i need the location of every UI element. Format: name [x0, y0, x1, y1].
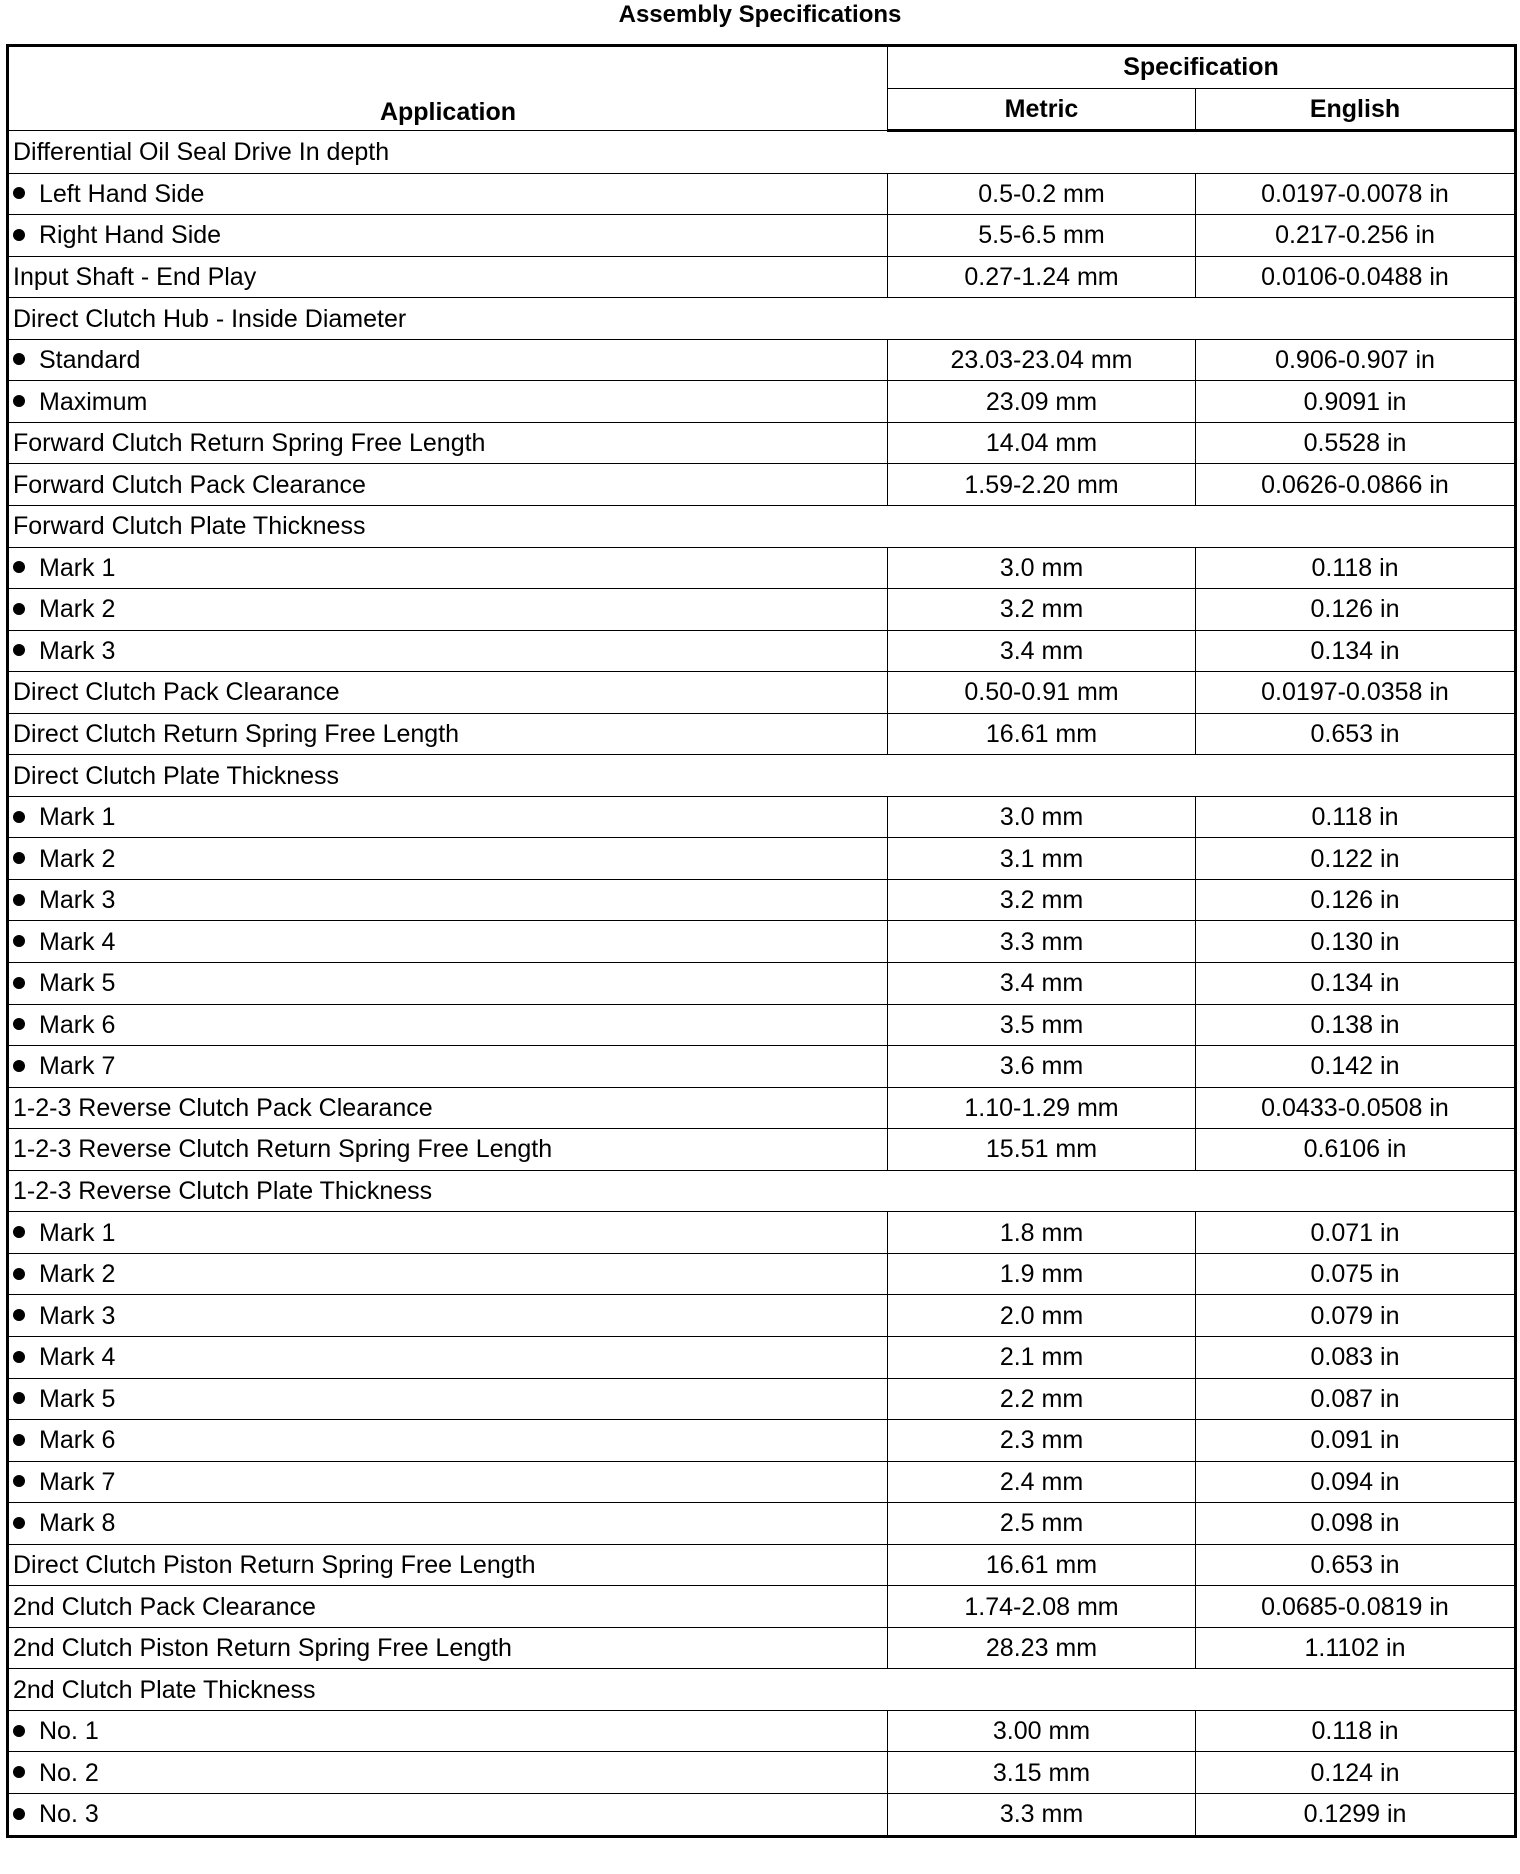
metric-value: 3.6 mm	[888, 1046, 1196, 1088]
application-cell	[8, 921, 888, 963]
bullet-icon	[13, 229, 25, 241]
table-header	[8, 46, 1516, 131]
application-label: Mark 5	[39, 1384, 116, 1413]
application-cell	[8, 589, 888, 631]
header-specification: Specification	[888, 46, 1516, 89]
application-cell	[8, 173, 888, 215]
application-label: Mark 1	[39, 803, 116, 832]
application-label: 2nd Clutch Plate Thickness	[13, 1675, 316, 1704]
metric-value: 3.0 mm	[888, 796, 1196, 838]
metric-value: 3.15 mm	[888, 1752, 1196, 1794]
application-label: No. 1	[39, 1717, 99, 1746]
application-cell	[8, 1129, 888, 1171]
english-value: 0.126 in	[1196, 879, 1516, 921]
application-cell	[8, 1752, 888, 1794]
bullet-icon	[13, 1475, 25, 1487]
english-value: 0.0106-0.0488 in	[1196, 256, 1516, 298]
table-row	[8, 381, 1516, 423]
bullet-icon	[13, 977, 25, 989]
bullet-icon	[13, 644, 25, 656]
english-value: 0.0626-0.0866 in	[1196, 464, 1516, 506]
metric-value: 23.03-23.04 mm	[888, 339, 1196, 381]
application-cell	[8, 1378, 888, 1420]
assembly-specifications-table	[6, 44, 1517, 1838]
application-label: Mark 1	[39, 553, 116, 582]
application-cell	[8, 879, 888, 921]
application-cell	[8, 1046, 888, 1088]
english-value: 0.142 in	[1196, 1046, 1516, 1088]
application-label: Mark 2	[39, 844, 116, 873]
application-cell	[8, 464, 888, 506]
table-row	[8, 1710, 1516, 1752]
application-cell	[8, 422, 888, 464]
application-cell	[8, 1295, 888, 1337]
application-label: Forward Clutch Pack Clearance	[13, 470, 366, 499]
application-cell	[8, 298, 1516, 340]
metric-value: 2.4 mm	[888, 1461, 1196, 1503]
metric-value: 1.59-2.20 mm	[888, 464, 1196, 506]
metric-value: 3.1 mm	[888, 838, 1196, 880]
application-label: Direct Clutch Piston Return Spring Free Length	[13, 1550, 536, 1579]
table-row	[8, 879, 1516, 921]
table-row	[8, 838, 1516, 880]
bullet-icon	[13, 1434, 25, 1446]
table-row	[8, 630, 1516, 672]
table-row	[8, 1295, 1516, 1337]
application-label: Mark 5	[39, 969, 116, 998]
english-value: 0.130 in	[1196, 921, 1516, 963]
table-row	[8, 1336, 1516, 1378]
application-cell	[8, 381, 888, 423]
application-label: 1-2-3 Reverse Clutch Pack Clearance	[13, 1093, 433, 1122]
table-row	[8, 1420, 1516, 1462]
document-title: Assembly Specifications	[618, 1, 902, 28]
table-row	[8, 1461, 1516, 1503]
application-label: Mark 2	[39, 595, 116, 624]
application-cell	[8, 630, 888, 672]
english-value: 0.653 in	[1196, 713, 1516, 755]
application-label: Differential Oil Seal Drive In depth	[13, 138, 390, 167]
table-row	[8, 506, 1516, 548]
application-cell	[8, 713, 888, 755]
application-label: Forward Clutch Return Spring Free Length	[13, 429, 486, 458]
metric-value: 16.61 mm	[888, 1544, 1196, 1586]
metric-value: 3.4 mm	[888, 630, 1196, 672]
header-application: Application	[8, 46, 888, 131]
application-cell	[8, 131, 1516, 174]
application-label: Mark 6	[39, 1010, 116, 1039]
bullet-icon	[13, 1351, 25, 1363]
application-label: Right Hand Side	[39, 221, 222, 250]
bullet-icon	[13, 935, 25, 947]
english-value: 0.079 in	[1196, 1295, 1516, 1337]
table-row	[8, 713, 1516, 755]
table-row	[8, 1253, 1516, 1295]
metric-value: 0.50-0.91 mm	[888, 672, 1196, 714]
bullet-icon	[13, 395, 25, 407]
english-value: 0.0685-0.0819 in	[1196, 1586, 1516, 1628]
bullet-icon	[13, 852, 25, 864]
metric-value: 2.5 mm	[888, 1503, 1196, 1545]
application-label: Input Shaft - End Play	[13, 263, 257, 291]
metric-value: 14.04 mm	[888, 422, 1196, 464]
application-label: Mark 3	[39, 636, 116, 665]
application-label: Left Hand Side	[39, 179, 205, 208]
english-value: 0.118 in	[1196, 547, 1516, 589]
application-cell	[8, 963, 888, 1005]
bullet-icon	[13, 894, 25, 906]
metric-value: 3.3 mm	[888, 1793, 1196, 1836]
header-english: English	[1196, 88, 1516, 131]
bullet-icon	[13, 1392, 25, 1404]
application-cell	[8, 1087, 888, 1129]
application-cell	[8, 1004, 888, 1046]
table-row	[8, 422, 1516, 464]
english-value: 1.1102 in	[1196, 1627, 1516, 1669]
english-value: 0.126 in	[1196, 589, 1516, 631]
english-value: 0.087 in	[1196, 1378, 1516, 1420]
application-cell	[8, 1336, 888, 1378]
application-label: Forward Clutch Plate Thickness	[13, 512, 366, 541]
table-body	[8, 131, 1516, 1836]
application-cell	[8, 1170, 1516, 1212]
application-cell	[8, 1669, 1516, 1711]
application-cell	[8, 796, 888, 838]
metric-value: 1.10-1.29 mm	[888, 1087, 1196, 1129]
english-value: 0.653 in	[1196, 1544, 1516, 1586]
table-row	[8, 1004, 1516, 1046]
english-value: 0.075 in	[1196, 1253, 1516, 1295]
metric-value: 3.00 mm	[888, 1710, 1196, 1752]
application-cell	[8, 547, 888, 589]
table-row	[8, 963, 1516, 1005]
table-row	[8, 1170, 1516, 1212]
application-label: 1-2-3 Reverse Clutch Plate Thickness	[13, 1177, 433, 1206]
bullet-icon	[13, 1517, 25, 1529]
bullet-icon	[13, 1309, 25, 1321]
table-row	[8, 173, 1516, 215]
english-value: 0.217-0.256 in	[1196, 215, 1516, 257]
table-row	[8, 921, 1516, 963]
bullet-icon	[13, 1766, 25, 1778]
bullet-icon	[13, 603, 25, 615]
metric-value: 23.09 mm	[888, 381, 1196, 423]
metric-value: 3.5 mm	[888, 1004, 1196, 1046]
metric-value: 0.27-1.24 mm	[888, 256, 1196, 298]
english-value: 0.118 in	[1196, 1710, 1516, 1752]
metric-value: 2.0 mm	[888, 1295, 1196, 1337]
metric-value: 1.74-2.08 mm	[888, 1586, 1196, 1628]
application-cell	[8, 215, 888, 257]
table-row	[8, 1087, 1516, 1129]
english-value: 0.9091 in	[1196, 381, 1516, 423]
english-value: 0.071 in	[1196, 1212, 1516, 1254]
application-label: 1-2-3 Reverse Clutch Return Spring Free Length	[13, 1135, 553, 1164]
english-value: 0.1299 in	[1196, 1793, 1516, 1836]
table-row	[8, 339, 1516, 381]
application-label: Direct Clutch Pack Clearance	[13, 678, 340, 707]
table-row	[8, 796, 1516, 838]
table-row	[8, 1627, 1516, 1669]
metric-value: 28.23 mm	[888, 1627, 1196, 1669]
english-value: 0.5528 in	[1196, 422, 1516, 464]
table-row	[8, 1793, 1516, 1836]
application-cell	[8, 1461, 888, 1503]
english-value: 0.0433-0.0508 in	[1196, 1087, 1516, 1129]
application-label: Standard	[39, 346, 141, 375]
english-value: 0.0197-0.0078 in	[1196, 173, 1516, 215]
table-row	[8, 256, 1516, 298]
application-label: 2nd Clutch Piston Return Spring Free Length	[13, 1634, 512, 1663]
bullet-icon	[13, 1226, 25, 1238]
table-row	[8, 131, 1516, 174]
metric-value: 1.9 mm	[888, 1253, 1196, 1295]
metric-value: 3.2 mm	[888, 589, 1196, 631]
table-row	[8, 1669, 1516, 1711]
table-row	[8, 672, 1516, 714]
table-row	[8, 755, 1516, 797]
application-cell	[8, 672, 888, 714]
bullet-icon	[13, 187, 25, 199]
bullet-icon	[13, 353, 25, 365]
english-value: 0.0197-0.0358 in	[1196, 672, 1516, 714]
english-value: 0.122 in	[1196, 838, 1516, 880]
application-cell	[8, 755, 1516, 797]
application-cell	[8, 506, 1516, 548]
application-cell	[8, 1212, 888, 1254]
application-cell	[8, 838, 888, 880]
header-row-top	[8, 46, 1516, 89]
application-label: Direct Clutch Return Spring Free Length	[13, 720, 460, 749]
application-label: Mark 4	[39, 927, 116, 956]
table-row	[8, 1586, 1516, 1628]
application-label: Direct Clutch Plate Thickness	[13, 761, 340, 790]
application-label: Mark 1	[39, 1218, 116, 1247]
application-label: Mark 7	[39, 1052, 116, 1081]
bullet-icon	[13, 1808, 25, 1820]
application-cell	[8, 1710, 888, 1752]
application-cell	[8, 1503, 888, 1545]
table-row	[8, 1503, 1516, 1545]
header-metric: Metric	[888, 88, 1196, 131]
english-value: 0.134 in	[1196, 630, 1516, 672]
application-cell	[8, 1420, 888, 1462]
bullet-icon	[13, 811, 25, 823]
metric-value: 3.3 mm	[888, 921, 1196, 963]
application-label: Mark 7	[39, 1467, 116, 1496]
application-label: Mark 3	[39, 1301, 116, 1330]
table-row	[8, 589, 1516, 631]
table-row	[8, 1378, 1516, 1420]
application-label: Mark 3	[39, 886, 116, 915]
metric-value: 3.0 mm	[888, 547, 1196, 589]
english-value: 0.134 in	[1196, 963, 1516, 1005]
bullet-icon	[13, 1060, 25, 1072]
application-cell	[8, 1253, 888, 1295]
application-cell	[8, 1627, 888, 1669]
application-label: Direct Clutch Hub - Inside Diameter	[13, 304, 407, 333]
application-cell	[8, 1544, 888, 1586]
table-row	[8, 547, 1516, 589]
application-label: Mark 4	[39, 1343, 116, 1372]
metric-value: 5.5-6.5 mm	[888, 215, 1196, 257]
application-cell	[8, 339, 888, 381]
table-row	[8, 1212, 1516, 1254]
metric-value: 3.2 mm	[888, 879, 1196, 921]
application-label: 2nd Clutch Pack Clearance	[13, 1592, 316, 1621]
table-row	[8, 1046, 1516, 1088]
application-cell	[8, 1586, 888, 1628]
application-label: Mark 6	[39, 1426, 116, 1455]
application-label: Mark 2	[39, 1260, 116, 1289]
english-value: 0.118 in	[1196, 796, 1516, 838]
metric-value: 2.1 mm	[888, 1336, 1196, 1378]
metric-value: 16.61 mm	[888, 713, 1196, 755]
table-row	[8, 1752, 1516, 1794]
table-row	[8, 1129, 1516, 1171]
english-value: 0.6106 in	[1196, 1129, 1516, 1171]
english-value: 0.094 in	[1196, 1461, 1516, 1503]
english-value: 0.138 in	[1196, 1004, 1516, 1046]
metric-value: 0.5-0.2 mm	[888, 173, 1196, 215]
english-value: 0.124 in	[1196, 1752, 1516, 1794]
application-cell	[8, 1793, 888, 1836]
application-label: No. 3	[39, 1800, 99, 1829]
bullet-icon	[13, 561, 25, 573]
application-label: Mark 8	[39, 1509, 116, 1538]
metric-value: 2.3 mm	[888, 1420, 1196, 1462]
table-row	[8, 1544, 1516, 1586]
table-row	[8, 215, 1516, 257]
metric-value: 1.8 mm	[888, 1212, 1196, 1254]
english-value: 0.091 in	[1196, 1420, 1516, 1462]
bullet-icon	[13, 1018, 25, 1030]
application-cell	[8, 256, 888, 298]
application-label: Maximum	[39, 387, 148, 416]
metric-value: 15.51 mm	[888, 1129, 1196, 1171]
bullet-icon	[13, 1725, 25, 1737]
english-value: 0.906-0.907 in	[1196, 339, 1516, 381]
bullet-icon	[13, 1268, 25, 1280]
english-value: 0.098 in	[1196, 1503, 1516, 1545]
table-row	[8, 298, 1516, 340]
table-row	[8, 464, 1516, 506]
metric-value: 2.2 mm	[888, 1378, 1196, 1420]
application-label: No. 2	[39, 1758, 99, 1787]
metric-value: 3.4 mm	[888, 963, 1196, 1005]
english-value: 0.083 in	[1196, 1336, 1516, 1378]
